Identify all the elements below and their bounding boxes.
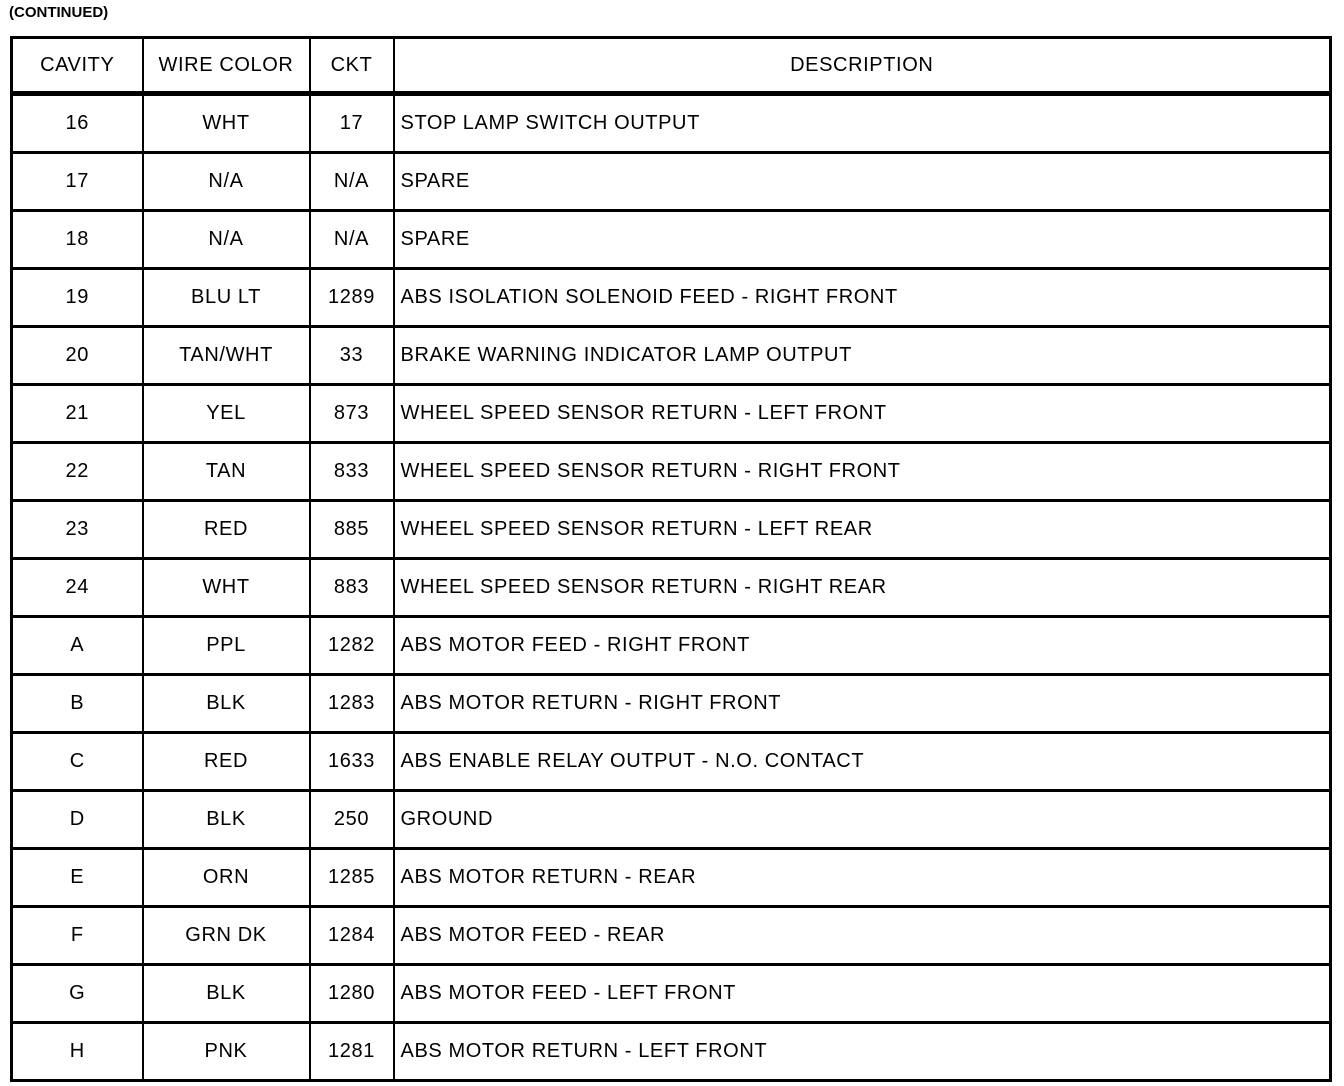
ckt-cell: 873 [310,385,394,443]
column-header-description: DESCRIPTION [394,38,1331,94]
table-row [12,617,1331,675]
table-row [12,501,1331,559]
table-header-row [12,38,1331,94]
continued-note: (CONTINUED) [9,4,109,21]
wire-color-cell: PPL [143,617,310,675]
cavity-cell: C [12,733,143,791]
table-row [12,733,1331,791]
ckt-cell: 33 [310,327,394,385]
table-row [12,1023,1331,1081]
cavity-cell: 18 [12,211,143,269]
wire-color-cell: WHT [143,94,310,153]
cavity-cell: 24 [12,559,143,617]
connector-pinout-table [10,36,1332,1082]
ckt-cell: 17 [310,94,394,153]
wire-color-cell: YEL [143,385,310,443]
table-row [12,907,1331,965]
wire-color-cell: N/A [143,211,310,269]
wire-color-cell: BLK [143,675,310,733]
ckt-cell: 1633 [310,733,394,791]
wire-color-cell: TAN/WHT [143,327,310,385]
wire-color-cell: PNK [143,1023,310,1081]
description-cell: ABS MOTOR RETURN - LEFT FRONT [394,1023,1331,1081]
cavity-cell: G [12,965,143,1023]
table-row [12,965,1331,1023]
table-row [12,269,1331,327]
description-cell: ABS MOTOR FEED - LEFT FRONT [394,965,1331,1023]
description-cell: SPARE [394,153,1331,211]
table-row [12,791,1331,849]
cavity-cell: H [12,1023,143,1081]
ckt-cell: 833 [310,443,394,501]
ckt-cell: 1284 [310,907,394,965]
cavity-cell: 22 [12,443,143,501]
cavity-cell: 16 [12,94,143,153]
wire-color-cell: ORN [143,849,310,907]
table-row [12,559,1331,617]
wire-color-cell: GRN DK [143,907,310,965]
table-row [12,153,1331,211]
wire-color-cell: RED [143,501,310,559]
ckt-cell: N/A [310,153,394,211]
cavity-cell: F [12,907,143,965]
description-cell: SPARE [394,211,1331,269]
column-header-ckt: CKT [310,38,394,94]
cavity-cell: A [12,617,143,675]
description-cell: WHEEL SPEED SENSOR RETURN - RIGHT FRONT [394,443,1331,501]
table-row [12,327,1331,385]
table-row [12,385,1331,443]
table-row [12,211,1331,269]
ckt-cell: 1280 [310,965,394,1023]
description-cell: BRAKE WARNING INDICATOR LAMP OUTPUT [394,327,1331,385]
cavity-cell: B [12,675,143,733]
wire-color-cell: TAN [143,443,310,501]
description-cell: ABS MOTOR RETURN - RIGHT FRONT [394,675,1331,733]
wire-color-cell: WHT [143,559,310,617]
wire-color-cell: BLU LT [143,269,310,327]
table-row [12,675,1331,733]
table-body [12,94,1331,1081]
description-cell: GROUND [394,791,1331,849]
description-cell: ABS ENABLE RELAY OUTPUT - N.O. CONTACT [394,733,1331,791]
description-cell: ABS MOTOR FEED - RIGHT FRONT [394,617,1331,675]
cavity-cell: 21 [12,385,143,443]
cavity-cell: E [12,849,143,907]
description-cell: WHEEL SPEED SENSOR RETURN - RIGHT REAR [394,559,1331,617]
ckt-cell: 885 [310,501,394,559]
cavity-cell: D [12,791,143,849]
column-header-cavity: CAVITY [12,38,143,94]
description-cell: ABS ISOLATION SOLENOID FEED - RIGHT FRONT [394,269,1331,327]
wire-color-cell: BLK [143,791,310,849]
table-row [12,443,1331,501]
ckt-cell: N/A [310,211,394,269]
ckt-cell: 1281 [310,1023,394,1081]
table-row [12,94,1331,153]
description-cell: STOP LAMP SWITCH OUTPUT [394,94,1331,153]
cavity-cell: 19 [12,269,143,327]
ckt-cell: 1289 [310,269,394,327]
ckt-cell: 250 [310,791,394,849]
description-cell: WHEEL SPEED SENSOR RETURN - LEFT REAR [394,501,1331,559]
column-header-wire-color: WIRE COLOR [143,38,310,94]
ckt-cell: 883 [310,559,394,617]
description-cell: ABS MOTOR FEED - REAR [394,907,1331,965]
cavity-cell: 17 [12,153,143,211]
description-cell: ABS MOTOR RETURN - REAR [394,849,1331,907]
description-cell: WHEEL SPEED SENSOR RETURN - LEFT FRONT [394,385,1331,443]
ckt-cell: 1283 [310,675,394,733]
table-row [12,849,1331,907]
ckt-cell: 1285 [310,849,394,907]
cavity-cell: 23 [12,501,143,559]
cavity-cell: 20 [12,327,143,385]
wire-color-cell: RED [143,733,310,791]
wire-color-cell: N/A [143,153,310,211]
ckt-cell: 1282 [310,617,394,675]
wire-color-cell: BLK [143,965,310,1023]
